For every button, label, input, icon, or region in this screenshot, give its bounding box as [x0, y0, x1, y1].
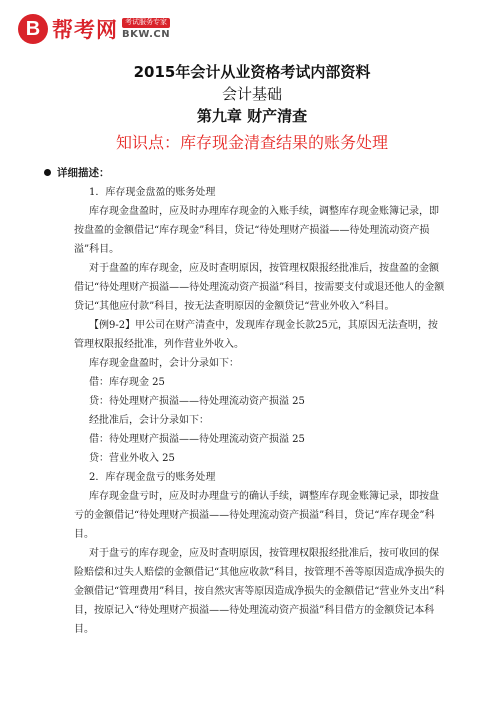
logo-sub: [122, 18, 170, 40]
document-body: [74, 183, 446, 639]
knowledge-point-title: 知识点：库存现金清查结果的账务处理: [115, 133, 388, 152]
document-header: [0, 62, 504, 154]
paragraph: 库存现金盘盈时，应及时办理库存现金的入账手续，调整库存现金账簿记录，即按盘盈的金额借记“库存现金”科目，贷记“待处理财产损溢——待处理流动资产损溢”科目。: [74, 206, 439, 255]
paragraph: 经批准后，会计分录如下：: [89, 415, 209, 426]
paragraph: 对于盘亏的库存现金，应及时查明原因，按管理权限报经批准后，按可收回的保险赔偿和过失人赔偿的金额借记“其他应收款”科目，按管理不善等原因造成净损失的金额借记“管理费用”科目，按自然灾害等原因造成净损失的金额借记“营业外支出”科目，按原记入“待处理财产损溢——待处理流动资产损溢”科目借方的金额贷记本科目。: [74, 548, 445, 635]
detail-heading: [44, 165, 110, 180]
document-title: 2015年会计从业资格考试内部资料: [133, 63, 371, 81]
detail-label: 详细描述：: [57, 167, 110, 179]
journal-entry: 借：待处理财产损溢——待处理流动资产损溢 25: [89, 434, 305, 445]
journal-entry: 贷：营业外收入 25: [89, 453, 175, 464]
chapter-title: 第九章 财产清查: [196, 107, 308, 125]
logo-mark-icon: B: [18, 14, 48, 44]
logo-name: 帮考网: [52, 18, 118, 42]
paragraph: 库存现金盘盈时，会计分录如下：: [89, 358, 239, 369]
bullet-icon: [44, 169, 51, 176]
journal-entry: 贷：待处理财产损溢——待处理流动资产损溢 25: [89, 396, 305, 407]
paragraph: 库存现金盘亏时，应及时办理盘亏的确认手续，调整库存现金账簿记录，即按盘亏的金额借记“待处理财产损溢——待处理流动资产损溢”科目，贷记“库存现金”科目。: [74, 491, 439, 540]
brand-logo: [18, 12, 170, 46]
section-heading: 2．库存现金盘亏的账务处理: [89, 472, 216, 483]
logo-url: BKW.CN: [122, 28, 171, 40]
example-paragraph: 【例9-2】甲公司在财产清查中，发现库存现金长款25元，其原因无法查明，按管理权限报经批准，列作营业外收入。: [74, 320, 438, 350]
paragraph: 对于盘盈的库存现金，应及时查明原因，按管理权限报经批准后，按盘盈的金额借记“待处理财产损溢——待处理流动资产损溢”科目，按需要支付或退还他人的金额贷记“其他应付款”科目，按无法查明原因的金额贷记“营业外收入”科目。: [74, 263, 445, 312]
section-heading: 1．库存现金盘盈的账务处理: [89, 187, 216, 198]
journal-entry: 借：库存现金 25: [89, 377, 165, 388]
subject-title: 会计基础: [221, 85, 282, 103]
logo-tagline: 考试服务专家: [122, 18, 170, 28]
